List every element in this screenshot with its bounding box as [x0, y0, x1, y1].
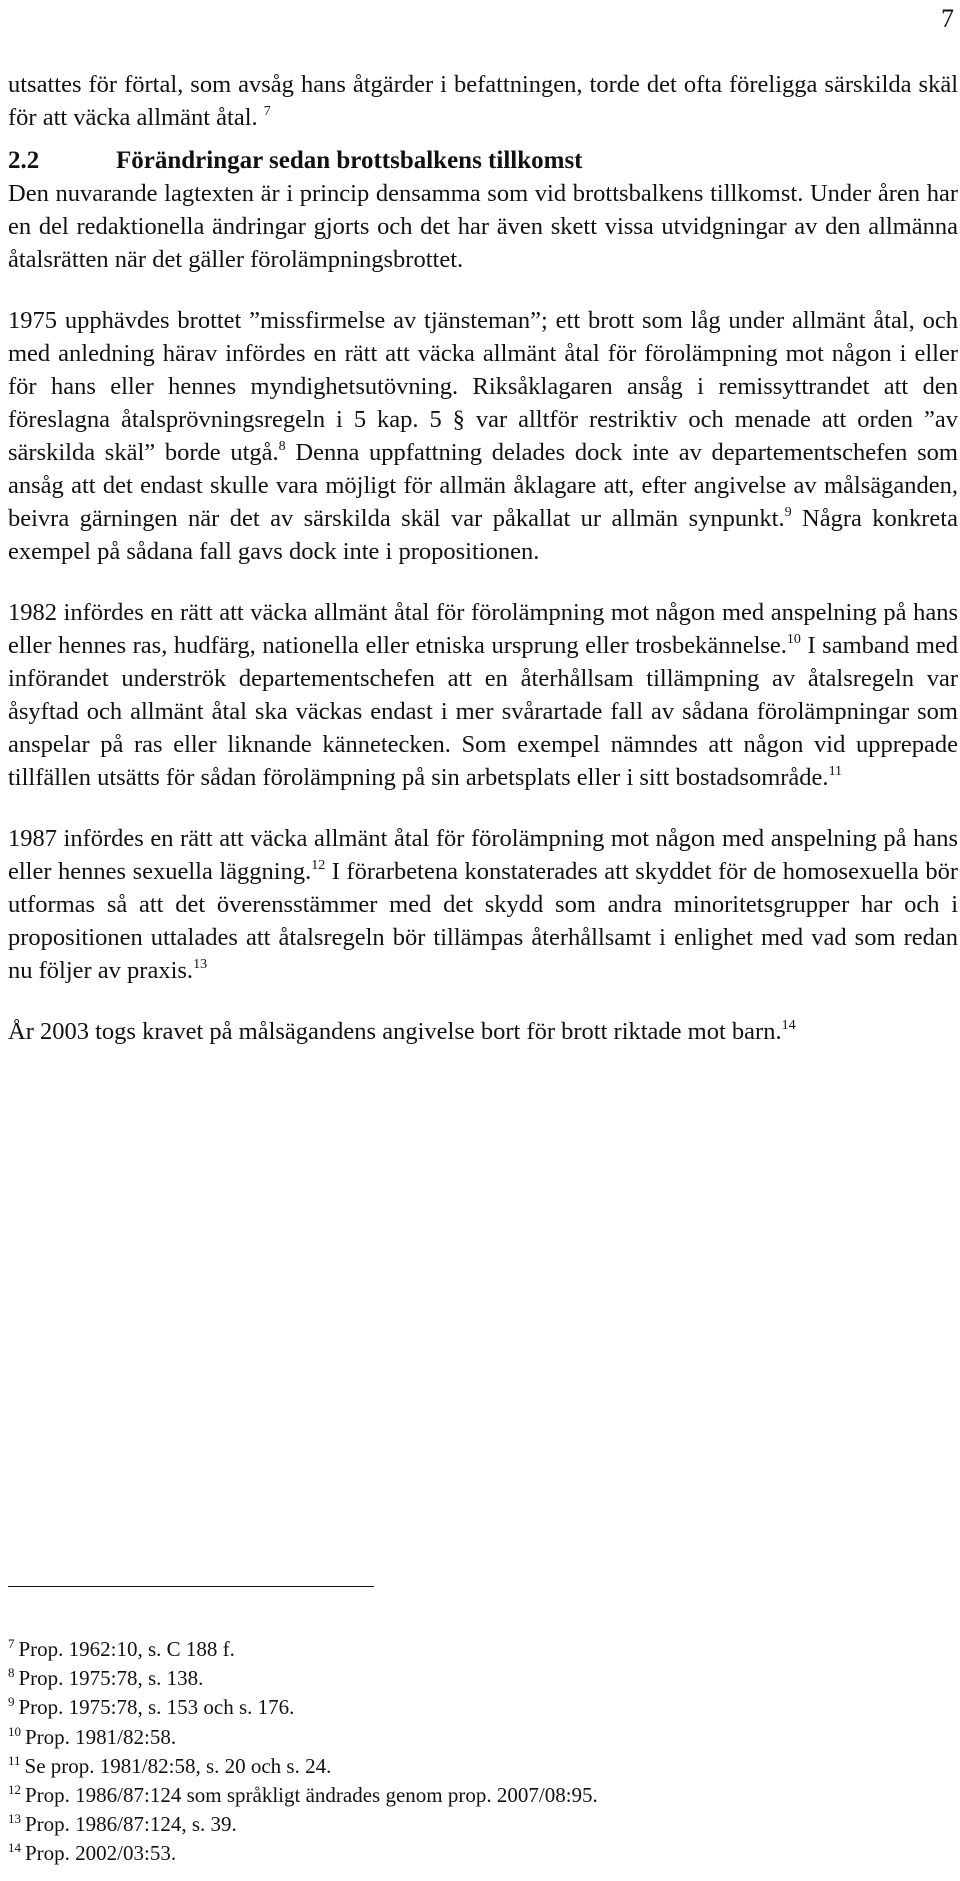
footnote-13 — [8, 1810, 908, 1839]
footnote-text: Prop. 2002/03:53. — [25, 1841, 177, 1866]
footnote-ref: 11 — [828, 764, 843, 779]
footnote-8 — [8, 1664, 908, 1693]
footnote-number: 11 — [8, 1752, 21, 1768]
section-heading — [8, 144, 958, 177]
paragraph-4-text-a: 1987 infördes en rätt att väcka allmänt åtal för förolämpning mot någon med anspelning på hans eller hennes sexuella läggning. — [8, 825, 958, 885]
section-title: Förändringar sedan brottsbalkens tillkomst — [116, 147, 583, 174]
intro-paragraph — [8, 68, 958, 134]
footnote-ref: 7 — [263, 104, 271, 119]
footnote-ref: 8 — [278, 439, 286, 454]
footnote-ref: 10 — [786, 632, 801, 647]
footnote-text: Prop. 1981/82:58. — [25, 1724, 177, 1749]
paragraph-2-text-c: Några konkreta exempel på sådana fall gavs dock inte i propositionen. — [8, 505, 958, 565]
paragraph-1: Den nuvarande lagtexten är i princip densamma som vid brottsbalkens tillkomst. Under åren har en del redaktionella ändringar gjorts och det har även skett vissa utvidgningar av den allmänna åtalsrätten när det gäller förolämpningsbrottet. — [8, 180, 958, 273]
paragraph-4 — [8, 822, 958, 987]
page-number: 7 — [941, 4, 954, 33]
paragraph-2 — [8, 304, 958, 568]
footnote-number: 10 — [8, 1723, 21, 1739]
footnote-ref: 9 — [784, 505, 792, 520]
footnote-text: Prop. 1975:78, s. 153 och s. 176. — [18, 1695, 295, 1720]
footnote-number: 8 — [8, 1665, 15, 1681]
footnote-separator — [8, 1586, 374, 1587]
footnote-number: 14 — [8, 1840, 21, 1856]
footnote-text: Prop. 1975:78, s. 138. — [18, 1666, 204, 1691]
footnote-number: 13 — [8, 1811, 21, 1827]
section-number: 2.2 — [8, 147, 40, 174]
footnote-text: Prop. 1986/87:124 som språkligt ändrades genom prop. 2007/08:95. — [25, 1783, 598, 1808]
footnote-ref: 13 — [193, 957, 208, 972]
footnote-text: Prop. 1986/87:124, s. 39. — [25, 1812, 237, 1837]
intro-text: utsattes för förtal, som avsåg hans åtgärder i befattningen, torde det ofta föreligga särskilda skäl för att väcka allmänt åtal. — [8, 71, 958, 131]
footnote-14 — [8, 1839, 908, 1868]
footnote-ref: 14 — [781, 1018, 796, 1033]
footnote-number: 12 — [8, 1782, 21, 1798]
paragraph-3-text-a: 1982 infördes en rätt att väcka allmänt åtal för förolämpning mot någon med anspelning på hans eller hennes ras, hudfärg, nationella eller etniska ursprung eller trosbekännelse. — [8, 599, 958, 659]
paragraph-3-text-b: I samband med införandet underströk departementschefen att en återhållsam tillämpning av åtalsregeln var åsyftad och allmänt åtal ska väckas endast i mer svårartade fall av sådana förolämpningar som anspelar på ras eller liknande kännetecken. Som exempel nämndes att någon vid upprepade tillfällen utsätts för sådan förolämpning på sin arbetsplats eller i sitt bostadsområde. — [8, 632, 958, 791]
footnote-text: Se prop. 1981/82:58, s. 20 och s. 24. — [24, 1753, 332, 1778]
paragraph-2-text-b: Denna uppfattning delades dock inte av departementschefen som ansåg att det endast skulle vara möjligt för allmän åklagare att, efter angivelse av målsäganden, beivra gärningen när det av särskilda skäl var påkallat ur allmän synpunkt. — [8, 439, 958, 532]
footnote-9 — [8, 1693, 908, 1722]
footnote-11 — [8, 1752, 908, 1781]
footnote-7 — [8, 1635, 908, 1664]
footnote-number: 9 — [8, 1694, 15, 1710]
main-body — [8, 68, 958, 1048]
footnote-text: Prop. 1962:10, s. C 188 f. — [18, 1637, 235, 1661]
paragraph-5-text-a: År 2003 togs kravet på målsägandens angivelse bort för brott riktade mot barn. — [8, 1018, 782, 1045]
footnote-number: 7 — [8, 1636, 15, 1651]
paragraph-4-text-b: I förarbetena konstaterades att skyddet för de homosexuella bör utformas så att det överensstämmer med det skydd som andra minoritetsgrupper har och i propositionen uttalades att åtalsregeln bör tillämpas återhållsamt i enlighet med vad som redan nu följer av praxis. — [8, 858, 958, 984]
paragraph-5 — [8, 1015, 958, 1048]
paragraph-3 — [8, 596, 958, 794]
footnotes — [8, 1635, 908, 1869]
paragraph-2-text-a: 1975 upphävdes brottet ”missfirmelse av tjänsteman”; ett brott som låg under allmänt åtal, och med anledning härav infördes en rätt att väcka allmänt åtal för förolämpning mot någon i eller för hans eller hennes myndighetsutövning. Riksåklagaren ansåg i remissyttrandet att den föreslagna åtalsprövningsregeln i 5 kap. 5 § var alltför restriktiv och menade att orden ”av särskilda skäl” borde utgå. — [8, 307, 958, 466]
footnote-ref: 12 — [311, 858, 326, 873]
footnote-12 — [8, 1781, 908, 1810]
footnote-10 — [8, 1723, 908, 1752]
